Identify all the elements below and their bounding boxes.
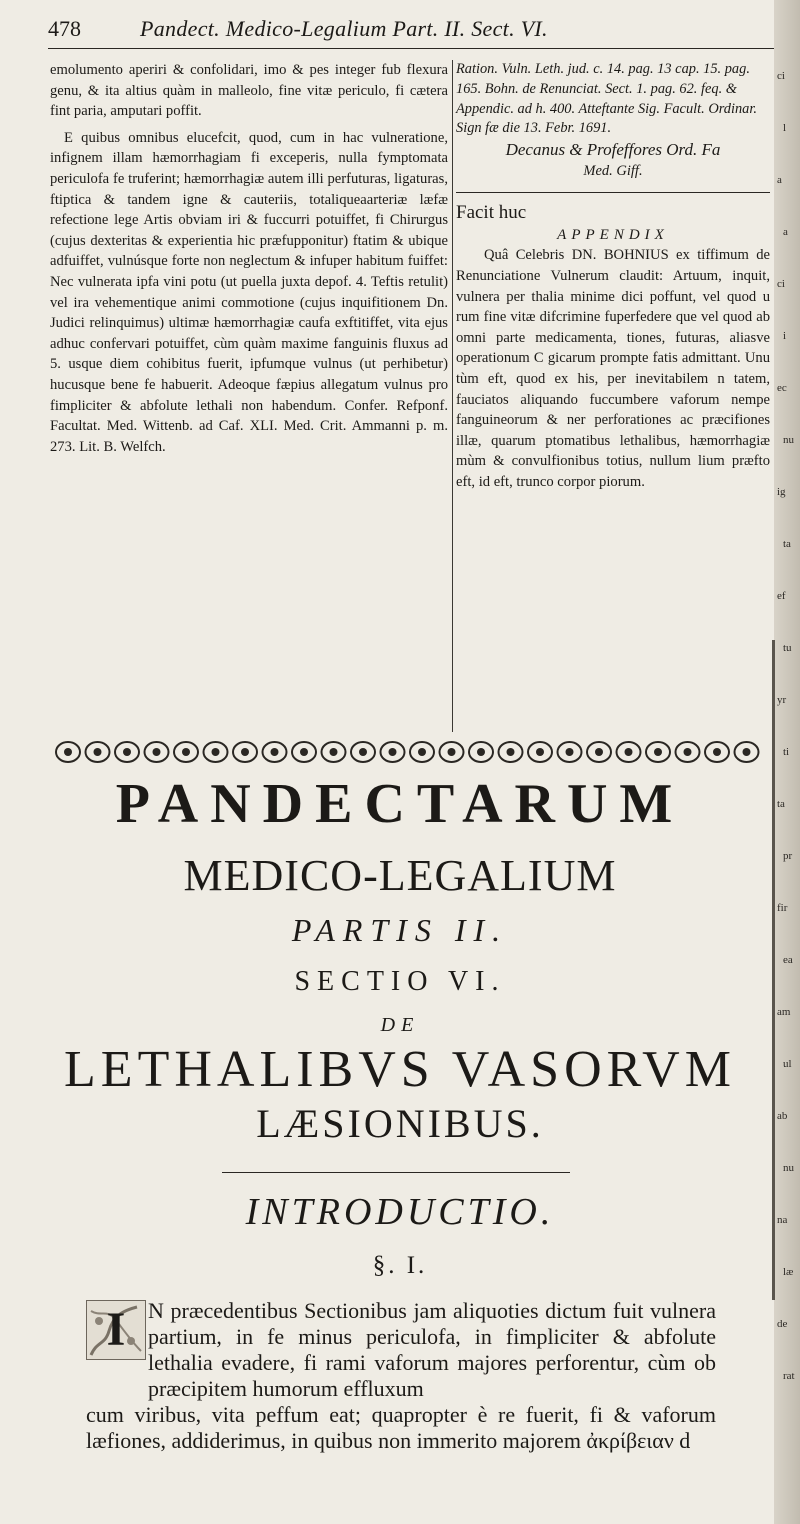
edge-fragment: rat xyxy=(783,1370,795,1382)
appendix-heading: APPENDIX xyxy=(557,226,669,243)
signature-place: Med. Giff. xyxy=(583,163,643,180)
introductio-heading: INTRODUCTIO. xyxy=(245,1191,555,1233)
edge-fragment: a xyxy=(783,226,788,238)
ornament-motif-icon xyxy=(322,742,346,762)
left-paragraph-2: E quibus omnibus elucefcit, quod, cum in hac vulneratione, infignem illam hæmorrhagiam fi exceperis, nulla fymptomata periculofa fe truferint; hæmorrhagiæ autem illi perfuturas, ligaturas, ftiptica & tandem igne & cauteriis, totaliqueaarteriæ læfæ refectione lege Artis obviam iri & fuccurri potuiffet, fi Chirurgus (cujus dexteritas & experientia hic præfupponitur) ftatim & ubique adfuiffet, vulnúsque forte non neglectum & infuper habitum fuiffet: Nec vulnerata ipfa vini potu (ut puella juxta depof. 4. Teftis retulit) vel ira vehementique animi commotione (cujus inquifitionem Dn. Judici relinquimus) ultimæ hæmorrhagiæ caufa exftitiffet, vita ejus adhuc confervari potuiffet, cùm quàm maxime fanguinis fluxus ad 5. usque diem cohibitus fuerit, ipfumque vulnus (ut perhibetur) hucusque bene fe habuerit. Adeoque fæpius allegatum vulnus pro fimpliciter & abfolute lethali non habendum. Confer. Refponf. Facultat. Med. Wittenb. ad Caf. XLI. Med. Crit. Ammanni p. m. 273. Lit. B. Welfch. xyxy=(50,129,448,455)
header-rule xyxy=(48,48,774,49)
edge-fragment: ec xyxy=(777,382,787,394)
right-column-rule xyxy=(456,192,770,193)
edge-fragment: ci xyxy=(777,278,785,290)
ornament-motif-icon xyxy=(469,742,493,762)
ornament-motif-icon xyxy=(440,742,464,762)
appendix-body: Quâ Celebris DN. BOHNIUS ex tiffimum de Renunciatione Vulnerum claudit: Artuum, inquit, vulnera per thalia minime dici poffunt, vel quod u rum fine vitæ difcrimine fuperfedere que vel quod ab omni parte medicamenta, tiones, futuras, aliasve operationum C gicarum prompte fatis admittant. Unu tùm eft, quod ex his, per inevitabilem n tatem, fauciatos aliquando fuccumbere vaforum nempe fanguineorum & ner perforationes ac præcifiones illæ, quarum ptomatibus lethalibus, hæmorrhagiæ mùm & convulfionibus totius, nullum lium præfto eft, id eft, trunco corpor piorum. xyxy=(456,247,770,490)
ornament-band xyxy=(50,738,770,766)
ornament-motif-icon xyxy=(174,742,198,762)
ornament-motif-icon xyxy=(204,742,228,762)
edge-fragment: ab xyxy=(777,1110,788,1122)
edge-fragment: ea xyxy=(783,954,793,966)
title-laesionibus: LÆSIONIBUS. xyxy=(256,1101,544,1146)
edge-fragment: na xyxy=(777,1214,788,1226)
title-de: DE xyxy=(380,1014,420,1036)
left-paragraph-1: emolumento aperiri & confolidari, imo & pes integer fub flexura genu, & ita altius quàm in malleolo, fine vitæ periculo, fi cætera fint paria, amputari poffit. xyxy=(50,62,448,120)
running-title: Pandect. Medico-Legalium Part. II. Sect. VI. xyxy=(140,16,548,41)
edge-fragment: i xyxy=(783,330,787,342)
ornament-motif-icon xyxy=(558,742,582,762)
running-head xyxy=(48,14,768,48)
right-column xyxy=(456,60,770,493)
introduction-text xyxy=(86,1298,716,1454)
facit-huc: Facit huc xyxy=(456,201,527,223)
edge-fragment: tu xyxy=(783,642,792,654)
ornament-motif-icon xyxy=(587,742,611,762)
ornament-motif-icon xyxy=(735,742,759,762)
intro-rest: cum viribus, vita peffum eat; quapropter è re fuerit, fi & vaforum læfiones, addiderimus, in quibus non immerito majorem ἀκρίβειαν d xyxy=(86,1402,716,1453)
ornament-motif-icon xyxy=(263,742,287,762)
edge-fragment: ta xyxy=(777,798,785,810)
ornament-motif-icon xyxy=(86,742,110,762)
page-number: 478 xyxy=(48,16,81,41)
edge-fragment: de xyxy=(777,1318,788,1330)
edge-fragment: pr xyxy=(783,850,793,862)
edge-fragment: ef xyxy=(777,590,786,602)
edge-fragment: ig xyxy=(777,486,786,498)
ornament-motif-icon xyxy=(351,742,375,762)
paragraph-mark: §. I. xyxy=(372,1252,428,1279)
ornament-motif-icon xyxy=(499,742,523,762)
ornament-motif-icon xyxy=(115,742,139,762)
ornament-motif-icon xyxy=(410,742,434,762)
ornament-motif-icon xyxy=(528,742,552,762)
title-rule xyxy=(222,1172,570,1173)
edge-fragment: a xyxy=(777,174,782,186)
edge-fragment: yr xyxy=(777,694,787,706)
ornament-motif-icon xyxy=(381,742,405,762)
ornament-motif-icon xyxy=(646,742,670,762)
edge-fragment: læ xyxy=(783,1266,794,1278)
title-sectio: SECTIO VI. xyxy=(294,966,506,997)
citation-reference: Ration. Vuln. Leth. jud. c. 14. pag. 13 cap. 15. pag. 165. Bohn. de Renunciat. Sect. 1. pag. 62. feq. & Appendic. ad h. 400. Atteftante Sig. Facult. Ordinar. Sign fæ die 13. Febr. 1691. xyxy=(456,61,757,137)
initial-letter: I xyxy=(106,1303,126,1356)
edge-fragment: ti xyxy=(783,746,790,758)
left-column xyxy=(50,60,448,457)
ornament-motif-icon xyxy=(705,742,729,762)
edge-fragment: ul xyxy=(783,1058,792,1070)
title-lethalibus: LETHALIBVS VASORVM xyxy=(64,1041,736,1098)
ornament-motif-icon xyxy=(56,742,80,762)
intro-first-lines: N præcedentibus Sectionibus jam aliquoties dictum fuit vulnera partium, in fe minus periculofa, in fimpliciter & abfolute lethalia evadere, fi rami vaforum majores perforentur, cùm ob præcipitem humorum effluxum xyxy=(148,1298,716,1401)
ornament-motif-icon xyxy=(676,742,700,762)
ornament-motif-icon xyxy=(145,742,169,762)
ornament-motif-icon xyxy=(292,742,316,762)
ornament-motif-icon xyxy=(617,742,641,762)
edge-fragment: fir xyxy=(777,902,788,914)
column-divider xyxy=(452,60,453,732)
ornament-motif-icon xyxy=(233,742,257,762)
edge-fragment: nu xyxy=(783,434,794,446)
title-partis: PARTIS II. xyxy=(291,912,509,948)
title-pandectarum: PANDECTARUM xyxy=(115,773,685,835)
edge-fragment: ta xyxy=(783,538,791,550)
title-medico-legalium: MEDICO-LEGALIUM xyxy=(183,851,617,900)
edge-fragment: l xyxy=(783,122,787,134)
page-gutter-line xyxy=(772,640,775,1300)
edge-fragment: am xyxy=(777,1006,791,1018)
faculty-signature: Decanus & Profeffores Ord. Fa xyxy=(505,140,721,160)
edge-fragment: ci xyxy=(777,70,785,82)
edge-fragment: nu xyxy=(783,1162,794,1174)
